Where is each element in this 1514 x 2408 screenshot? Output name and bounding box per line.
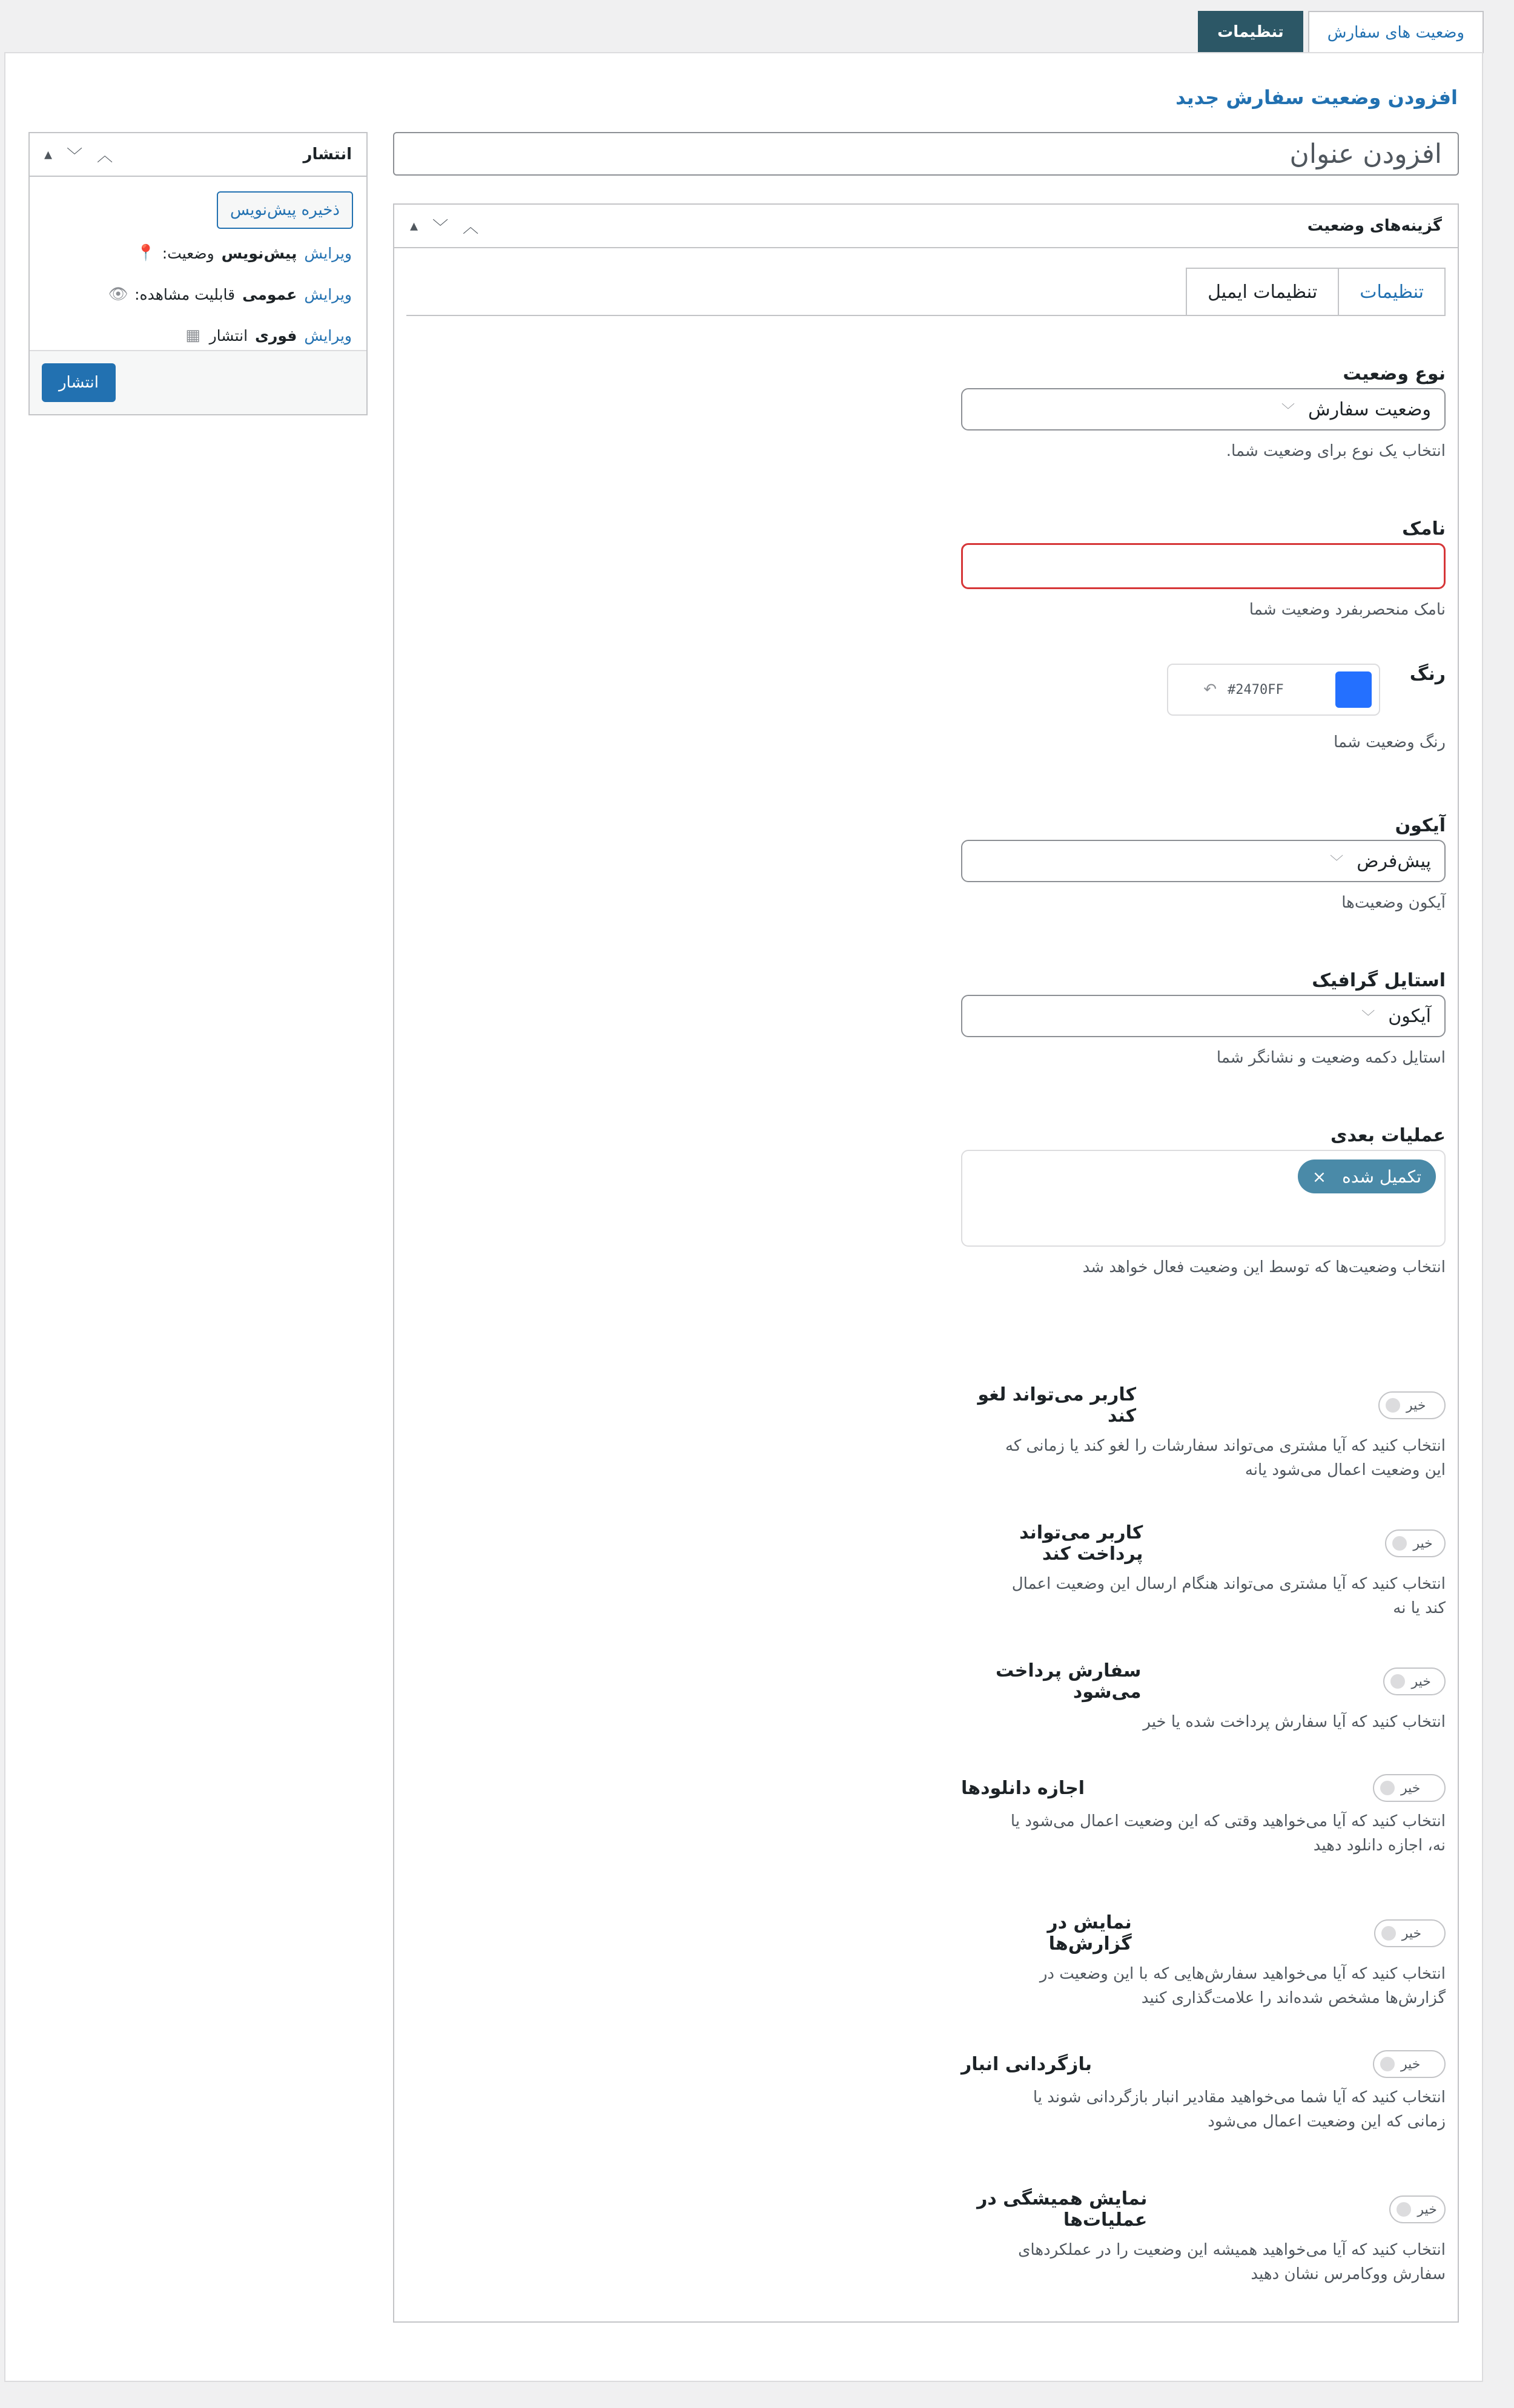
- publish-box-title: انتشار: [303, 145, 352, 163]
- pay-toggle-desc: انتخاب کنید که آیا مشتری می‌تواند هنگام ارسال این وضعیت اعمال کند یا نه: [1011, 1575, 1446, 1617]
- icon-field: [961, 815, 1446, 915]
- downloads-toggle[interactable]: [1373, 1774, 1446, 1802]
- toggle-field: [961, 1912, 1446, 2010]
- next-actions-select[interactable]: [961, 1150, 1446, 1247]
- toggle-state: خیر: [1406, 1397, 1426, 1413]
- toggle-state: خیر: [1401, 1925, 1422, 1941]
- downloads-toggle-desc: انتخاب کنید که آیا می‌خواهید وقتی که این وضعیت اعمال می‌شود یا نه، اجازه دانلود دهید: [1010, 1812, 1446, 1855]
- color-hex[interactable]: #2470FF: [1228, 682, 1284, 698]
- toggle-knob: [1397, 2202, 1411, 2217]
- box-controls: [44, 143, 113, 166]
- toggle-state: خیر: [1401, 1780, 1421, 1796]
- icon-label: آیکون: [1395, 815, 1446, 836]
- chevron-down-icon: ﹀: [1361, 1009, 1375, 1025]
- publish-time-row: [184, 323, 352, 348]
- publish-time-label: انتشار: [209, 326, 248, 345]
- graphic-style-label: استایل گرافیک: [1312, 970, 1446, 991]
- edit-visibility-link[interactable]: ویرایش: [304, 285, 352, 303]
- color-label: رنگ: [1409, 664, 1446, 685]
- status-type-value: وضعیت سفارش: [1307, 398, 1431, 420]
- status-row: [137, 241, 352, 265]
- reports-toggle-desc: انتخاب کنید که آیا می‌خواهید سفارش‌هایی که با این وضعیت در گزارش‌ها مشخص شده‌اند را علامت‌گذاری کنید: [1039, 1965, 1446, 2007]
- toggle-field: [961, 1774, 1446, 1858]
- status-type-field: [961, 363, 1446, 463]
- eye-icon: 👁: [108, 285, 128, 303]
- downloads-toggle-label: اجازه دانلودها: [961, 1777, 1085, 1799]
- toggle-knob: [1392, 1536, 1407, 1551]
- graphic-style-field: [961, 970, 1446, 1070]
- selected-chip: [1298, 1159, 1436, 1193]
- chevron-up-icon[interactable]: ︿: [97, 147, 113, 165]
- close-icon[interactable]: ×: [1312, 1166, 1327, 1187]
- toggle-knob: [1380, 2057, 1395, 2071]
- status-value: پیش‌نویس: [221, 244, 297, 262]
- slug-input[interactable]: [961, 543, 1446, 589]
- chevron-down-icon: ﹀: [1281, 403, 1295, 418]
- icon-desc: آیکون وضعیت‌ها: [1341, 894, 1446, 912]
- slug-field: [961, 518, 1446, 622]
- publish-box: [28, 132, 368, 415]
- publish-button[interactable]: انتشار: [42, 363, 116, 402]
- restock-toggle-desc: انتخاب کنید که آیا شما می‌خواهید مقادیر انبار بازگردانی شوند یا زمانی که این وضعیت اعمال می‌شود: [1033, 2088, 1446, 2131]
- page-title: افزودن وضعیت سفارش جدید: [1175, 86, 1458, 109]
- always-show-toggle-desc: انتخاب کنید که آیا می‌خواهید همیشه این وضعیت را در عملکردهای سفارش ووکامرس نشان دهید: [1018, 2241, 1446, 2283]
- visibility-label: قابلیت مشاهده:: [134, 285, 236, 303]
- next-actions-label: عملیات بعدی: [1331, 1125, 1446, 1146]
- chip-label: تکمیل شده: [1342, 1166, 1421, 1187]
- slug-desc: نامک منحصربفرد وضعیت شما: [1249, 601, 1446, 619]
- tab-settings[interactable]: تنظیمات: [1198, 11, 1303, 53]
- chevron-down-icon[interactable]: ﹀: [67, 147, 83, 165]
- top-tabs: [1198, 8, 1484, 53]
- status-type-desc: انتخاب یک نوع برای وضعیت شما.: [1226, 442, 1446, 460]
- color-desc: رنگ وضعیت شما: [1334, 733, 1446, 751]
- cancel-toggle[interactable]: [1378, 1391, 1446, 1419]
- slug-label: نامک: [1402, 518, 1446, 539]
- status-type-label: نوع وضعیت: [1343, 363, 1446, 384]
- visibility-row: [109, 282, 352, 306]
- status-type-select[interactable]: [961, 388, 1446, 430]
- triangle-up-icon[interactable]: ▴: [44, 145, 53, 163]
- tab-email-settings[interactable]: تنظیمات ایمیل: [1186, 268, 1338, 316]
- toggle-state: خیر: [1411, 1674, 1431, 1689]
- tab-general-settings[interactable]: تنظیمات: [1338, 268, 1446, 316]
- next-actions-desc: انتخاب وضعیت‌ها که توسط این وضعیت فعال خواهد شد: [1082, 1258, 1446, 1276]
- cancel-toggle-desc: انتخاب کنید که آیا مشتری می‌تواند سفارشات را لغو کند یا زمانی که این وضعیت اعمال می‌شود یانه: [1005, 1437, 1446, 1479]
- options-header: [394, 205, 1458, 248]
- options-tabs: [1186, 268, 1446, 316]
- pay-toggle-label: کاربر می‌تواند پرداخت کند: [1019, 1522, 1143, 1565]
- status-options-box: [393, 203, 1459, 2323]
- box-controls: [410, 215, 478, 237]
- toggle-state: خیر: [1401, 2056, 1421, 2072]
- icon-value: پیش‌فرض: [1357, 850, 1431, 872]
- chevron-down-icon[interactable]: ﹀: [432, 218, 449, 237]
- undo-icon[interactable]: ↶: [1203, 681, 1217, 699]
- graphic-style-select[interactable]: [961, 995, 1446, 1037]
- toggle-field: [961, 1522, 1446, 1620]
- color-picker[interactable]: [1167, 664, 1380, 716]
- toggle-state: خیر: [1417, 2202, 1437, 2217]
- status-label: وضعیت:: [162, 244, 214, 262]
- toggle-field: [961, 2050, 1446, 2134]
- options-title: گزینه‌های وضعیت: [1307, 217, 1442, 235]
- calendar-icon: ▦: [185, 326, 200, 345]
- chevron-down-icon: ﹀: [1330, 854, 1344, 870]
- save-draft-button[interactable]: ذخیره پیش‌نویس: [217, 191, 353, 229]
- restock-toggle[interactable]: [1373, 2050, 1446, 2078]
- toggle-field: [961, 1384, 1446, 1482]
- color-swatch[interactable]: [1335, 671, 1372, 708]
- toggle-knob: [1390, 1674, 1405, 1689]
- main-panel: [4, 52, 1483, 2382]
- pay-toggle[interactable]: [1385, 1529, 1446, 1557]
- restock-toggle-label: بازگردانی انبار: [961, 2053, 1092, 2075]
- paid-toggle[interactable]: [1383, 1667, 1446, 1695]
- toggle-knob: [1380, 1781, 1395, 1795]
- pin-icon: 📍: [136, 244, 156, 262]
- next-actions-field: [961, 1125, 1446, 1279]
- toggle-state: خیر: [1413, 1536, 1433, 1551]
- chevron-up-icon[interactable]: ︿: [463, 218, 479, 237]
- toggle-knob: [1386, 1398, 1400, 1413]
- publish-time-value: فوری: [255, 326, 297, 345]
- title-input[interactable]: افزودن عنوان: [393, 132, 1459, 176]
- edit-publish-time-link[interactable]: ویرایش: [304, 326, 352, 345]
- toggle-field: [961, 1660, 1446, 1734]
- reports-toggle[interactable]: [1374, 1919, 1446, 1947]
- visibility-value: عمومی: [242, 285, 297, 303]
- graphic-style-desc: استایل دکمه وضعیت و نشانگر شما: [1216, 1049, 1446, 1067]
- toggle-knob: [1381, 1926, 1396, 1941]
- cancel-toggle-label: کاربر می‌تواند لغو کند: [977, 1384, 1137, 1427]
- publish-box-footer: [30, 350, 366, 414]
- reports-toggle-label: نمایش در گزارش‌ها: [1047, 1912, 1132, 1954]
- triangle-up-icon[interactable]: ▴: [410, 217, 418, 235]
- toggle-field: [961, 2188, 1446, 2286]
- edit-status-link[interactable]: ویرایش: [304, 244, 352, 262]
- paid-toggle-label: سفارش پرداخت می‌شود: [995, 1660, 1142, 1703]
- tab-order-statuses[interactable]: وضعیت های سفارش: [1308, 11, 1484, 53]
- icon-select[interactable]: [961, 840, 1446, 882]
- tabs-divider: [406, 315, 1446, 316]
- always-show-toggle[interactable]: [1389, 2195, 1446, 2223]
- color-field: [961, 664, 1446, 754]
- graphic-style-value: آیکون: [1388, 1005, 1431, 1027]
- always-show-toggle-label: نمایش همیشگی در عملیات‌ها: [977, 2188, 1148, 2231]
- paid-toggle-desc: انتخاب کنید که آیا سفارش پرداخت شده یا خیر: [1143, 1713, 1446, 1731]
- publish-box-header: [30, 133, 366, 177]
